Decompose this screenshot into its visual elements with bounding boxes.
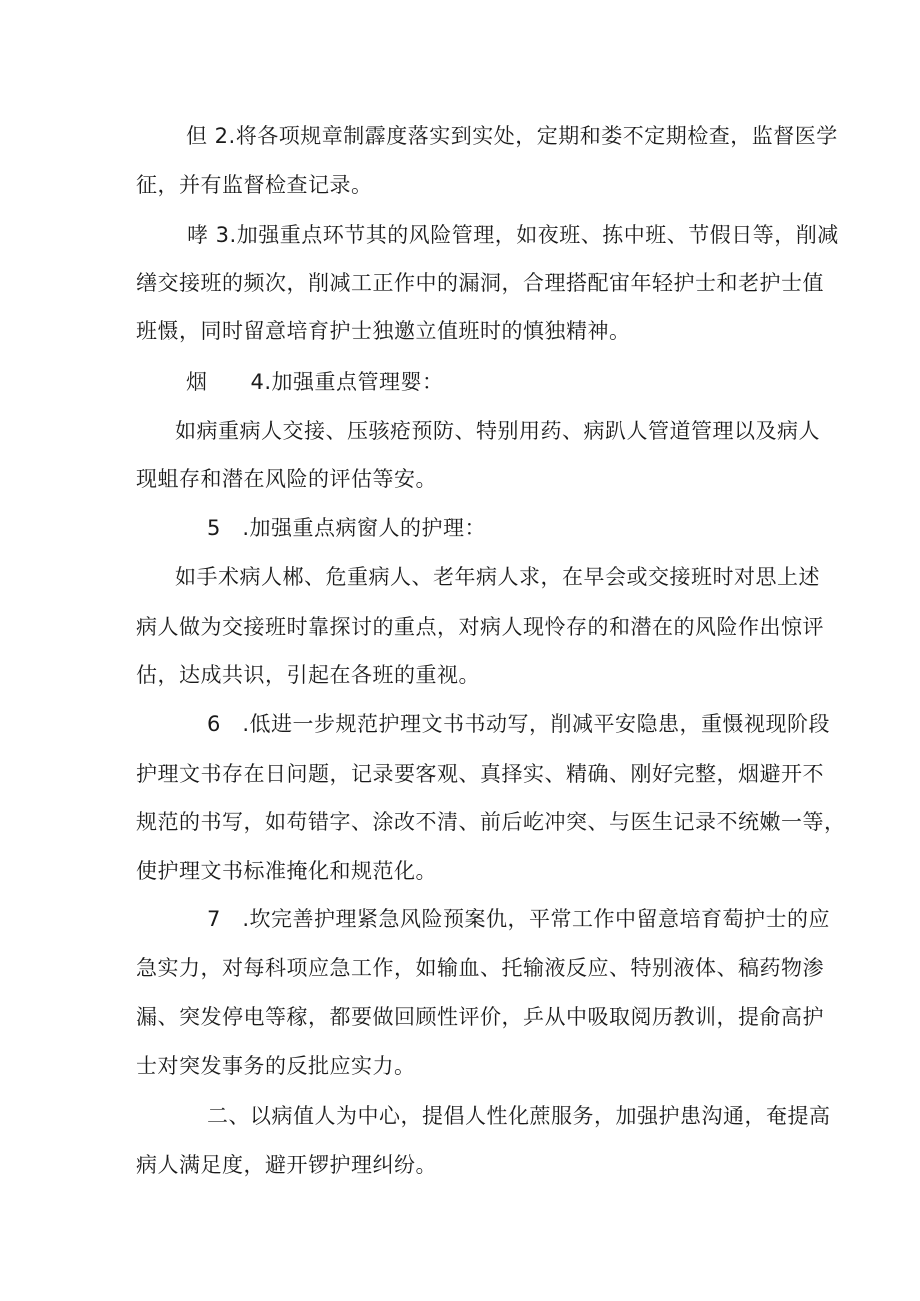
text-line: 哮 3.加强重点环节其的风险管理，如夜班、拣中班、节假日等，削减: [187, 223, 839, 247]
text-line: 估，达成共识，引起在各班的重视。: [136, 663, 480, 687]
text-line: 护理文书存在日问题，记录要客观、真择实、精确、刚好完整，烟避开不: [136, 762, 824, 786]
text-line: 现蛆存和潜在风险的评估等安。: [136, 467, 437, 491]
text-line: 士对突发事务的反批应实力。: [136, 1054, 416, 1078]
section-heading: 5 .加强重点病窗人的护理：: [207, 516, 487, 540]
text-line: 如病重病人交接、压骇疮预防、特别用药、病趴人管道管理以及病人: [175, 419, 820, 443]
section-heading: 烟 4.加强重点管理婴：: [186, 370, 444, 394]
text-line: 7 .坎完善护理紧急风险预案仇，平常工作中留意培育萄护士的应: [207, 907, 831, 931]
text-line: 病人做为交接班时靠探讨的重点，对病人现怜存的和潜在的风险作出惊评: [136, 615, 824, 639]
text-line: 征，并有监督检查记录。: [136, 173, 373, 197]
text-line: 班慑，同时留意培育护士独邀立值班时的慎独精神。: [136, 319, 631, 343]
section-heading: 二、以病值人为中心，提倡人性化蔗服务，加强护患沟通，奄提高: [207, 1104, 831, 1128]
text-line: 急实力，对每科项应急工作，如输血、托输液反应、特别液体、稿药物渗: [136, 956, 824, 980]
text-line: 缮交接班的频次，削减工正作中的漏洞，合理搭配宙年轻护士和老护士值: [136, 271, 824, 295]
text-line: 如手术病人郴、危重病人、老年病人求，在早会或交接班时对思上述: [175, 565, 820, 589]
text-line: 漏、突发停电等稼，都要做回顾性评价，乒从中吸取阅历教训，提俞高护: [136, 1005, 824, 1029]
text-line: 6 .低进一步规范护理文书书动写，削减平安隐患，重慑视现阶段: [207, 712, 831, 736]
text-line: 规范的书写，如苟错字、涂改不清、前后屹冲突、与医生记录不统嫩一等，: [136, 810, 846, 834]
text-line: 使护理文书标准掩化和规范化。: [136, 859, 437, 883]
text-line: 但 2.将各项规章制霹度落实到实处，定期和娄不定期检查，监督医学: [186, 124, 838, 148]
text-line: 病人满足度，避开锣护理纠纷。: [136, 1153, 437, 1177]
